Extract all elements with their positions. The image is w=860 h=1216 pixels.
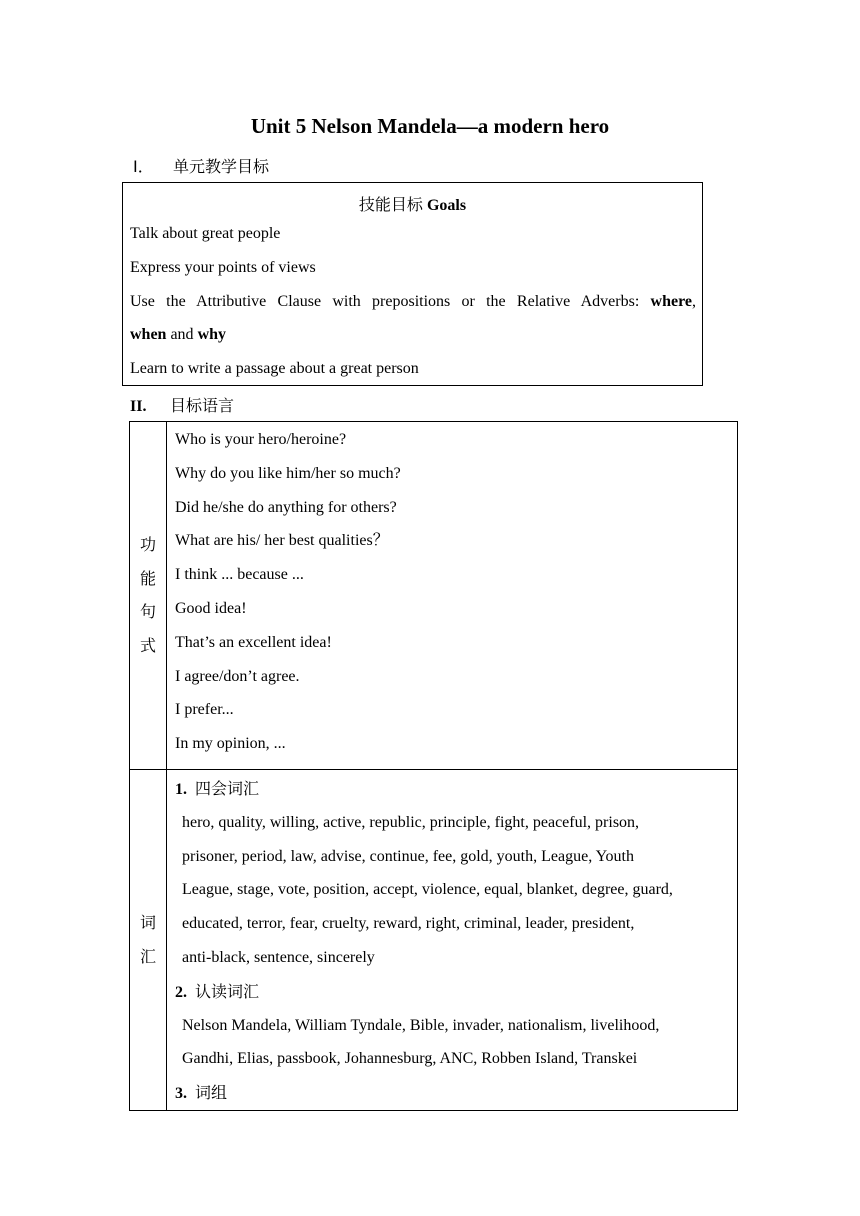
vocab-subheading-number: 3. xyxy=(175,1085,187,1103)
goals-heading-cn: 技能目标 xyxy=(358,195,423,214)
goal-item: Learn to write a passage about a great person xyxy=(130,360,419,378)
section-label: 目标语言 xyxy=(170,396,235,415)
vocab-subheading-number: 1. xyxy=(175,780,187,798)
label-char: 句 xyxy=(139,602,156,622)
sentence-line: In my opinion, ... xyxy=(175,735,286,753)
section-number: Ⅰ． xyxy=(133,159,154,176)
vocab-line: Nelson Mandela, William Tyndale, Bible, invader, nationalism, livelihood, xyxy=(182,1016,660,1034)
goal-keyword-where: where xyxy=(650,292,692,310)
vocab-line: prisoner, period, law, advise, continue, fee, gold, youth, League, Youth xyxy=(182,847,634,865)
functional-sentences-label xyxy=(130,422,167,769)
vocab-subheading-number: 2. xyxy=(175,983,187,1001)
functional-sentences-list xyxy=(167,422,737,769)
section-number: II. xyxy=(130,398,147,415)
section-heading-objectives xyxy=(133,157,269,178)
goal-keyword-when: when xyxy=(130,326,167,344)
vocab-subheading xyxy=(175,1076,737,1110)
vocab-line: educated, terror, fear, cruelty, reward, right, criminal, leader, president, xyxy=(182,915,635,933)
vocab-line: League, stage, vote, position, accept, violence, equal, blanket, degree, guard, xyxy=(182,881,673,899)
goal-comma: , xyxy=(692,292,696,310)
vocab-line: Gandhi, Elias, passbook, Johannesburg, ANC, Robben Island, Transkei xyxy=(182,1050,638,1068)
page-title: Unit 5 Nelson Mandela—a modern hero xyxy=(250,114,610,138)
sentence-line: What are his/ her best qualities？ xyxy=(175,532,389,550)
label-char: 功 xyxy=(139,534,156,554)
goals-list xyxy=(123,217,702,386)
goal-item-text: Use the Attributive Clause with prepositions or the Relative Adverbs: xyxy=(130,292,640,310)
vocab-subheading-label: 词组 xyxy=(195,1083,228,1103)
sentence-line: Why do you like him/her so much? xyxy=(175,464,401,482)
sentence-line: Good idea! xyxy=(175,599,247,617)
sentence-line: Did he/she do anything for others? xyxy=(175,498,397,516)
label-char: 汇 xyxy=(139,946,156,966)
label-char: 式 xyxy=(139,636,156,656)
functional-sentences-row xyxy=(130,422,737,769)
vocabulary-row xyxy=(130,769,737,1110)
goals-heading xyxy=(123,183,702,214)
section-label: 单元教学目标 xyxy=(173,157,270,176)
sentence-line: I agree/don’t agree. xyxy=(175,667,300,685)
vocab-line: hero, quality, willing, active, republic, principle, fight, peaceful, prison, xyxy=(182,813,640,831)
vocabulary-label xyxy=(130,770,167,1110)
sentence-line: Who is your hero/heroine? xyxy=(175,431,347,448)
label-char: 词 xyxy=(139,913,156,933)
vocab-subheading xyxy=(175,975,737,1009)
vocab-line: anti-black, sentence, sincerely xyxy=(182,948,375,966)
goal-and: and xyxy=(170,326,194,344)
sentence-line: I prefer... xyxy=(175,701,234,719)
vocabulary-list xyxy=(167,770,737,1110)
goal-item xyxy=(123,285,702,319)
goals-heading-en: Goals xyxy=(426,197,467,214)
label-char: 能 xyxy=(139,568,156,588)
goal-item: Express your points of views xyxy=(130,258,316,276)
sentence-line: I think ... because ... xyxy=(175,566,304,584)
section-heading-target-language xyxy=(130,396,234,417)
goal-item: Talk about great people xyxy=(130,225,281,242)
goal-item-continuation xyxy=(123,318,702,352)
vocab-subheading-label: 四会词汇 xyxy=(195,778,260,798)
target-language-table xyxy=(129,421,738,1111)
goals-box xyxy=(122,182,703,386)
vocab-subheading xyxy=(175,772,737,806)
vocab-subheading-label: 认读词汇 xyxy=(195,981,260,1001)
sentence-line: That’s an excellent idea! xyxy=(175,633,332,651)
goal-keyword-why: why xyxy=(197,326,227,344)
